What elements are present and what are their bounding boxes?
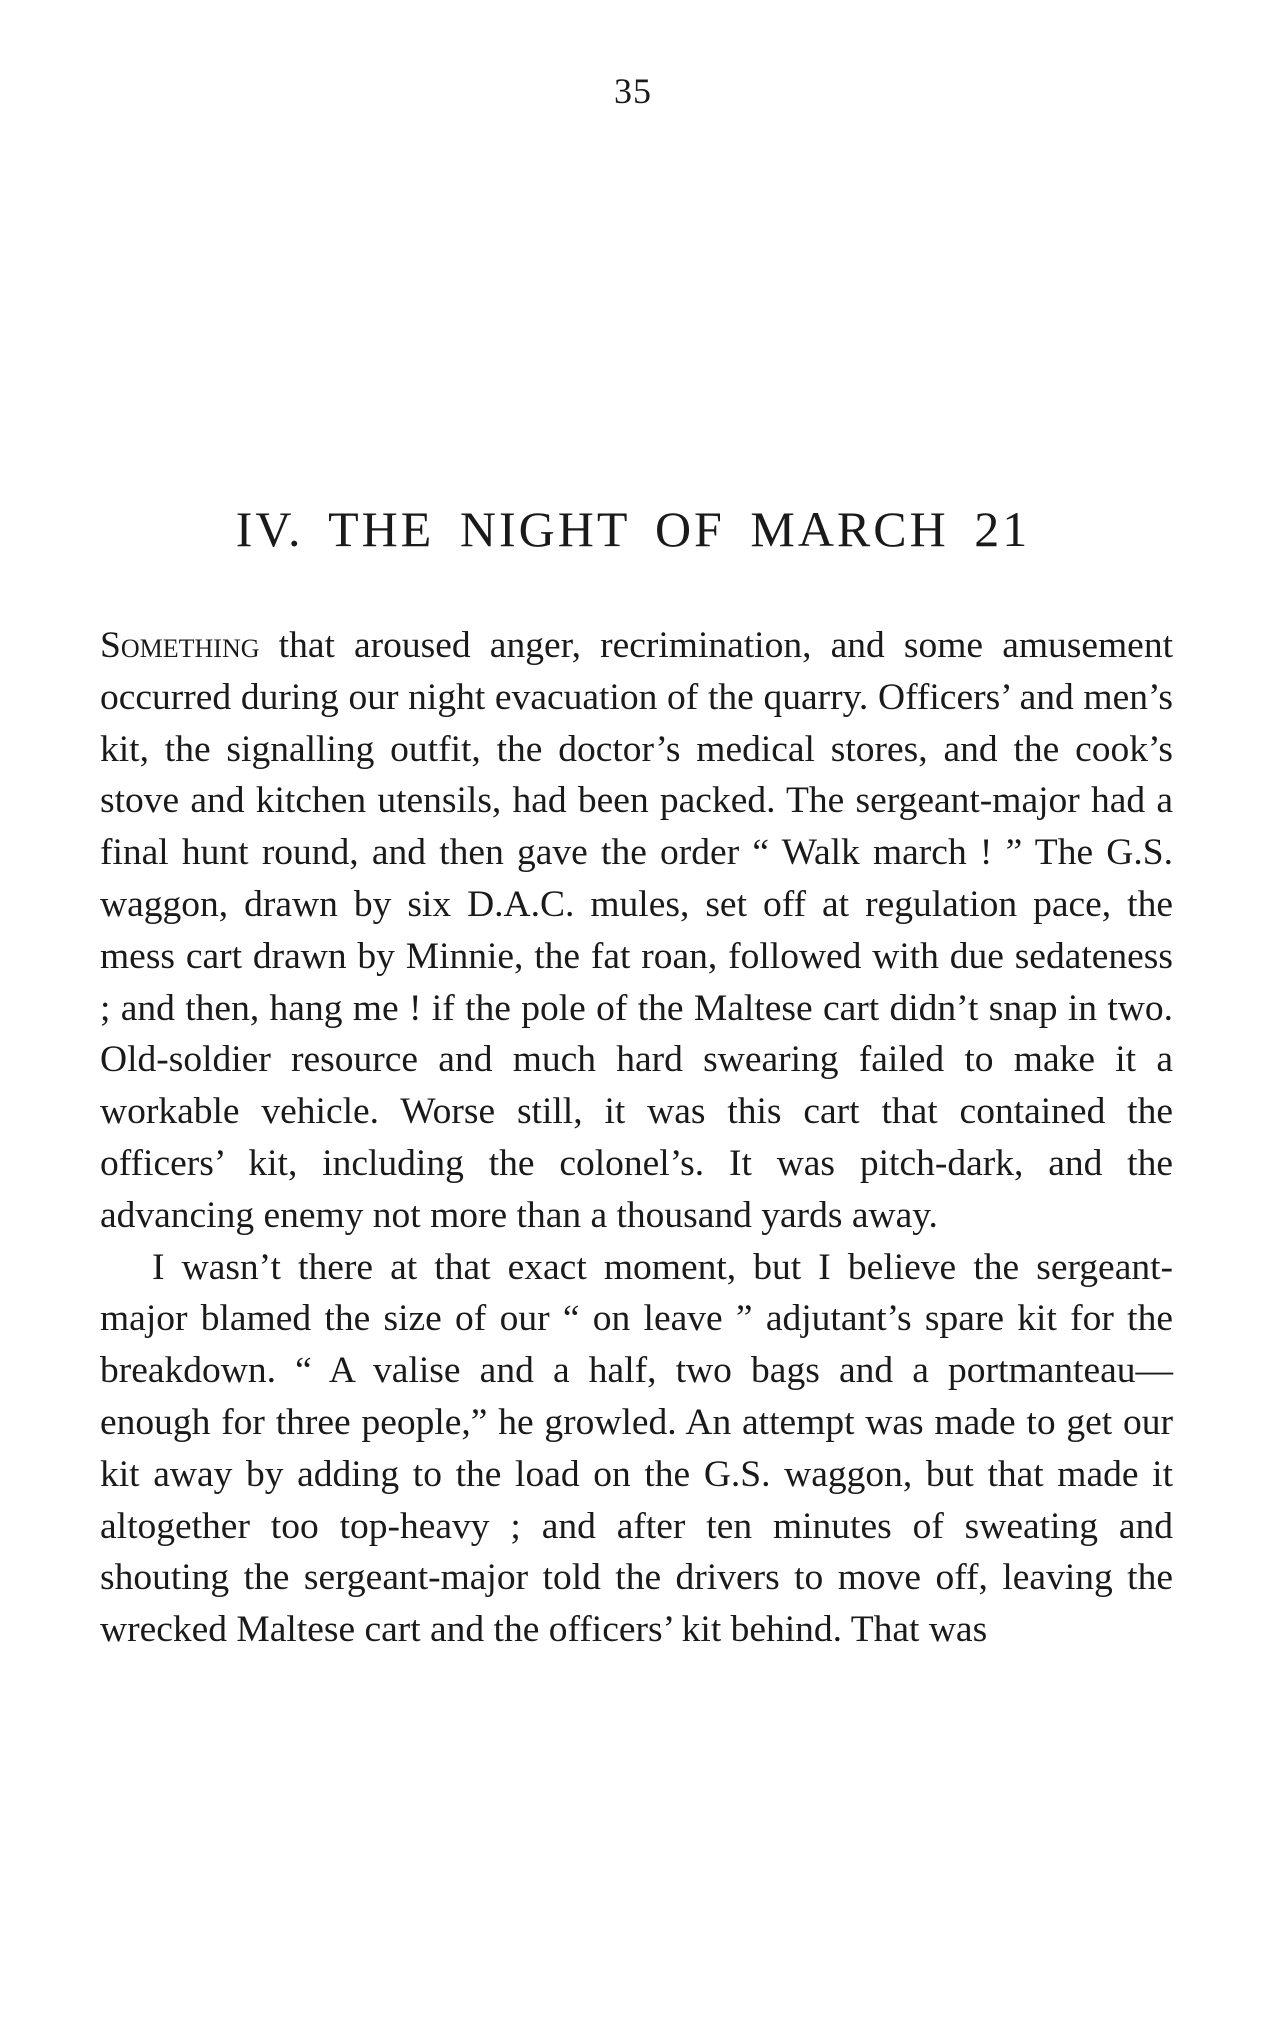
paragraph-2: I wasn’t there at that exact moment, but I believe the sergeant-major blamed the size of our “ on leave ” adjutant’s spare kit for the breakdown. “ A valise and a half, two bags and a portmanteau—enough for three people,” he growled. An attempt was made to get our kit away by adding to the load on the G.S. waggon, but that made it altogether too top-heavy ; and after ten minutes of sweating and shouting the sergeant-major told the drivers to move off, leaving the wrecked Maltese cart and the officers’ kit behind. That was [100,1246,1173,1651]
body-text [100,620,1173,1656]
paragraph-1 [100,620,1173,1242]
paragraph-text: that aroused anger, recrimination, and some amusement occurred during our night evacuation of the quarry. Officers’ and men’s kit, the signalling outfit, the doctor’s medical stores, and the cook’s stove and kitchen utensils, had been packed. The sergeant-major had a final hunt round, and then gave the order “ Walk march ! ” The G.S. waggon, drawn by six D.A.C. mules, set off at regulation pace, the mess cart drawn by Minnie, the fat roan, followed with due sedateness ; and then, hang me ! if the pole of the Maltese cart didn’t snap in two. Old-soldier resource and much hard swearing failed to make it a workable vehicle. Worse still, it was this cart that contained the officers’ kit, including the colonel’s. It was pitch-dark, and the advancing enemy not more than a thousand yards away. [100,625,1173,1236]
chapter-title: IV. THE NIGHT OF MARCH 21 [235,501,1031,557]
page-number: 35 [614,71,652,111]
paragraph-lead-word: Something [100,625,260,666]
